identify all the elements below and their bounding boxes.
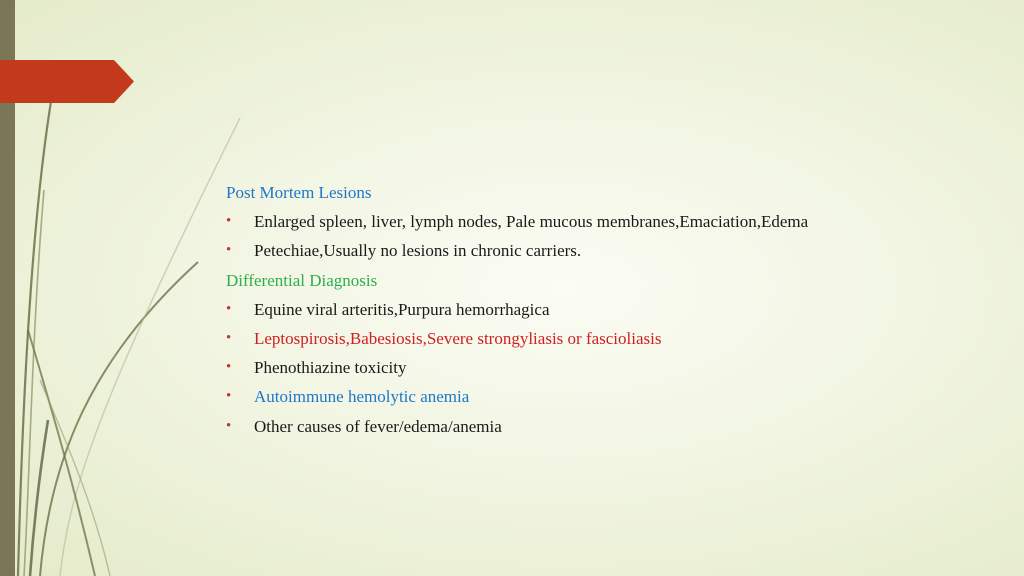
accent-tab xyxy=(0,60,134,103)
bullet-icon: • xyxy=(226,329,232,346)
bullet-icon: • xyxy=(226,359,232,376)
list-item xyxy=(226,236,986,265)
bullet-icon: • xyxy=(226,242,232,259)
list-item-text: Other causes of fever/edema/anemia xyxy=(254,416,502,436)
list-item-text: Leptospirosis,Babesiosis,Severe strongyliasis or fascioliasis xyxy=(254,328,662,348)
list-item xyxy=(226,207,986,236)
bullet-icon: • xyxy=(226,417,232,434)
bullet-icon: • xyxy=(226,388,232,405)
list-item-text: Enlarged spleen, liver, lymph nodes, Pale mucous membranes,Emaciation,Edema xyxy=(254,212,809,232)
list-item xyxy=(226,353,986,382)
list-item xyxy=(226,382,986,411)
list-item xyxy=(226,324,986,353)
list-item-text: Phenothiazine toxicity xyxy=(254,358,407,378)
list-item xyxy=(226,412,986,441)
list-item-text: Petechiae,Usually no lesions in chronic carriers. xyxy=(254,241,582,261)
list-item-text: Equine viral arteritis,Purpura hemorrhagica xyxy=(254,299,550,319)
list-item xyxy=(226,295,986,324)
bullet-icon: • xyxy=(226,213,232,230)
section-heading-post-mortem-lesions: Post Mortem Lesions xyxy=(226,183,372,202)
section-heading-differential-diagnosis: Differential Diagnosis xyxy=(226,270,378,290)
bullet-icon: • xyxy=(226,300,232,317)
slide-content xyxy=(226,178,986,441)
list-item-text: Autoimmune hemolytic anemia xyxy=(254,387,470,407)
